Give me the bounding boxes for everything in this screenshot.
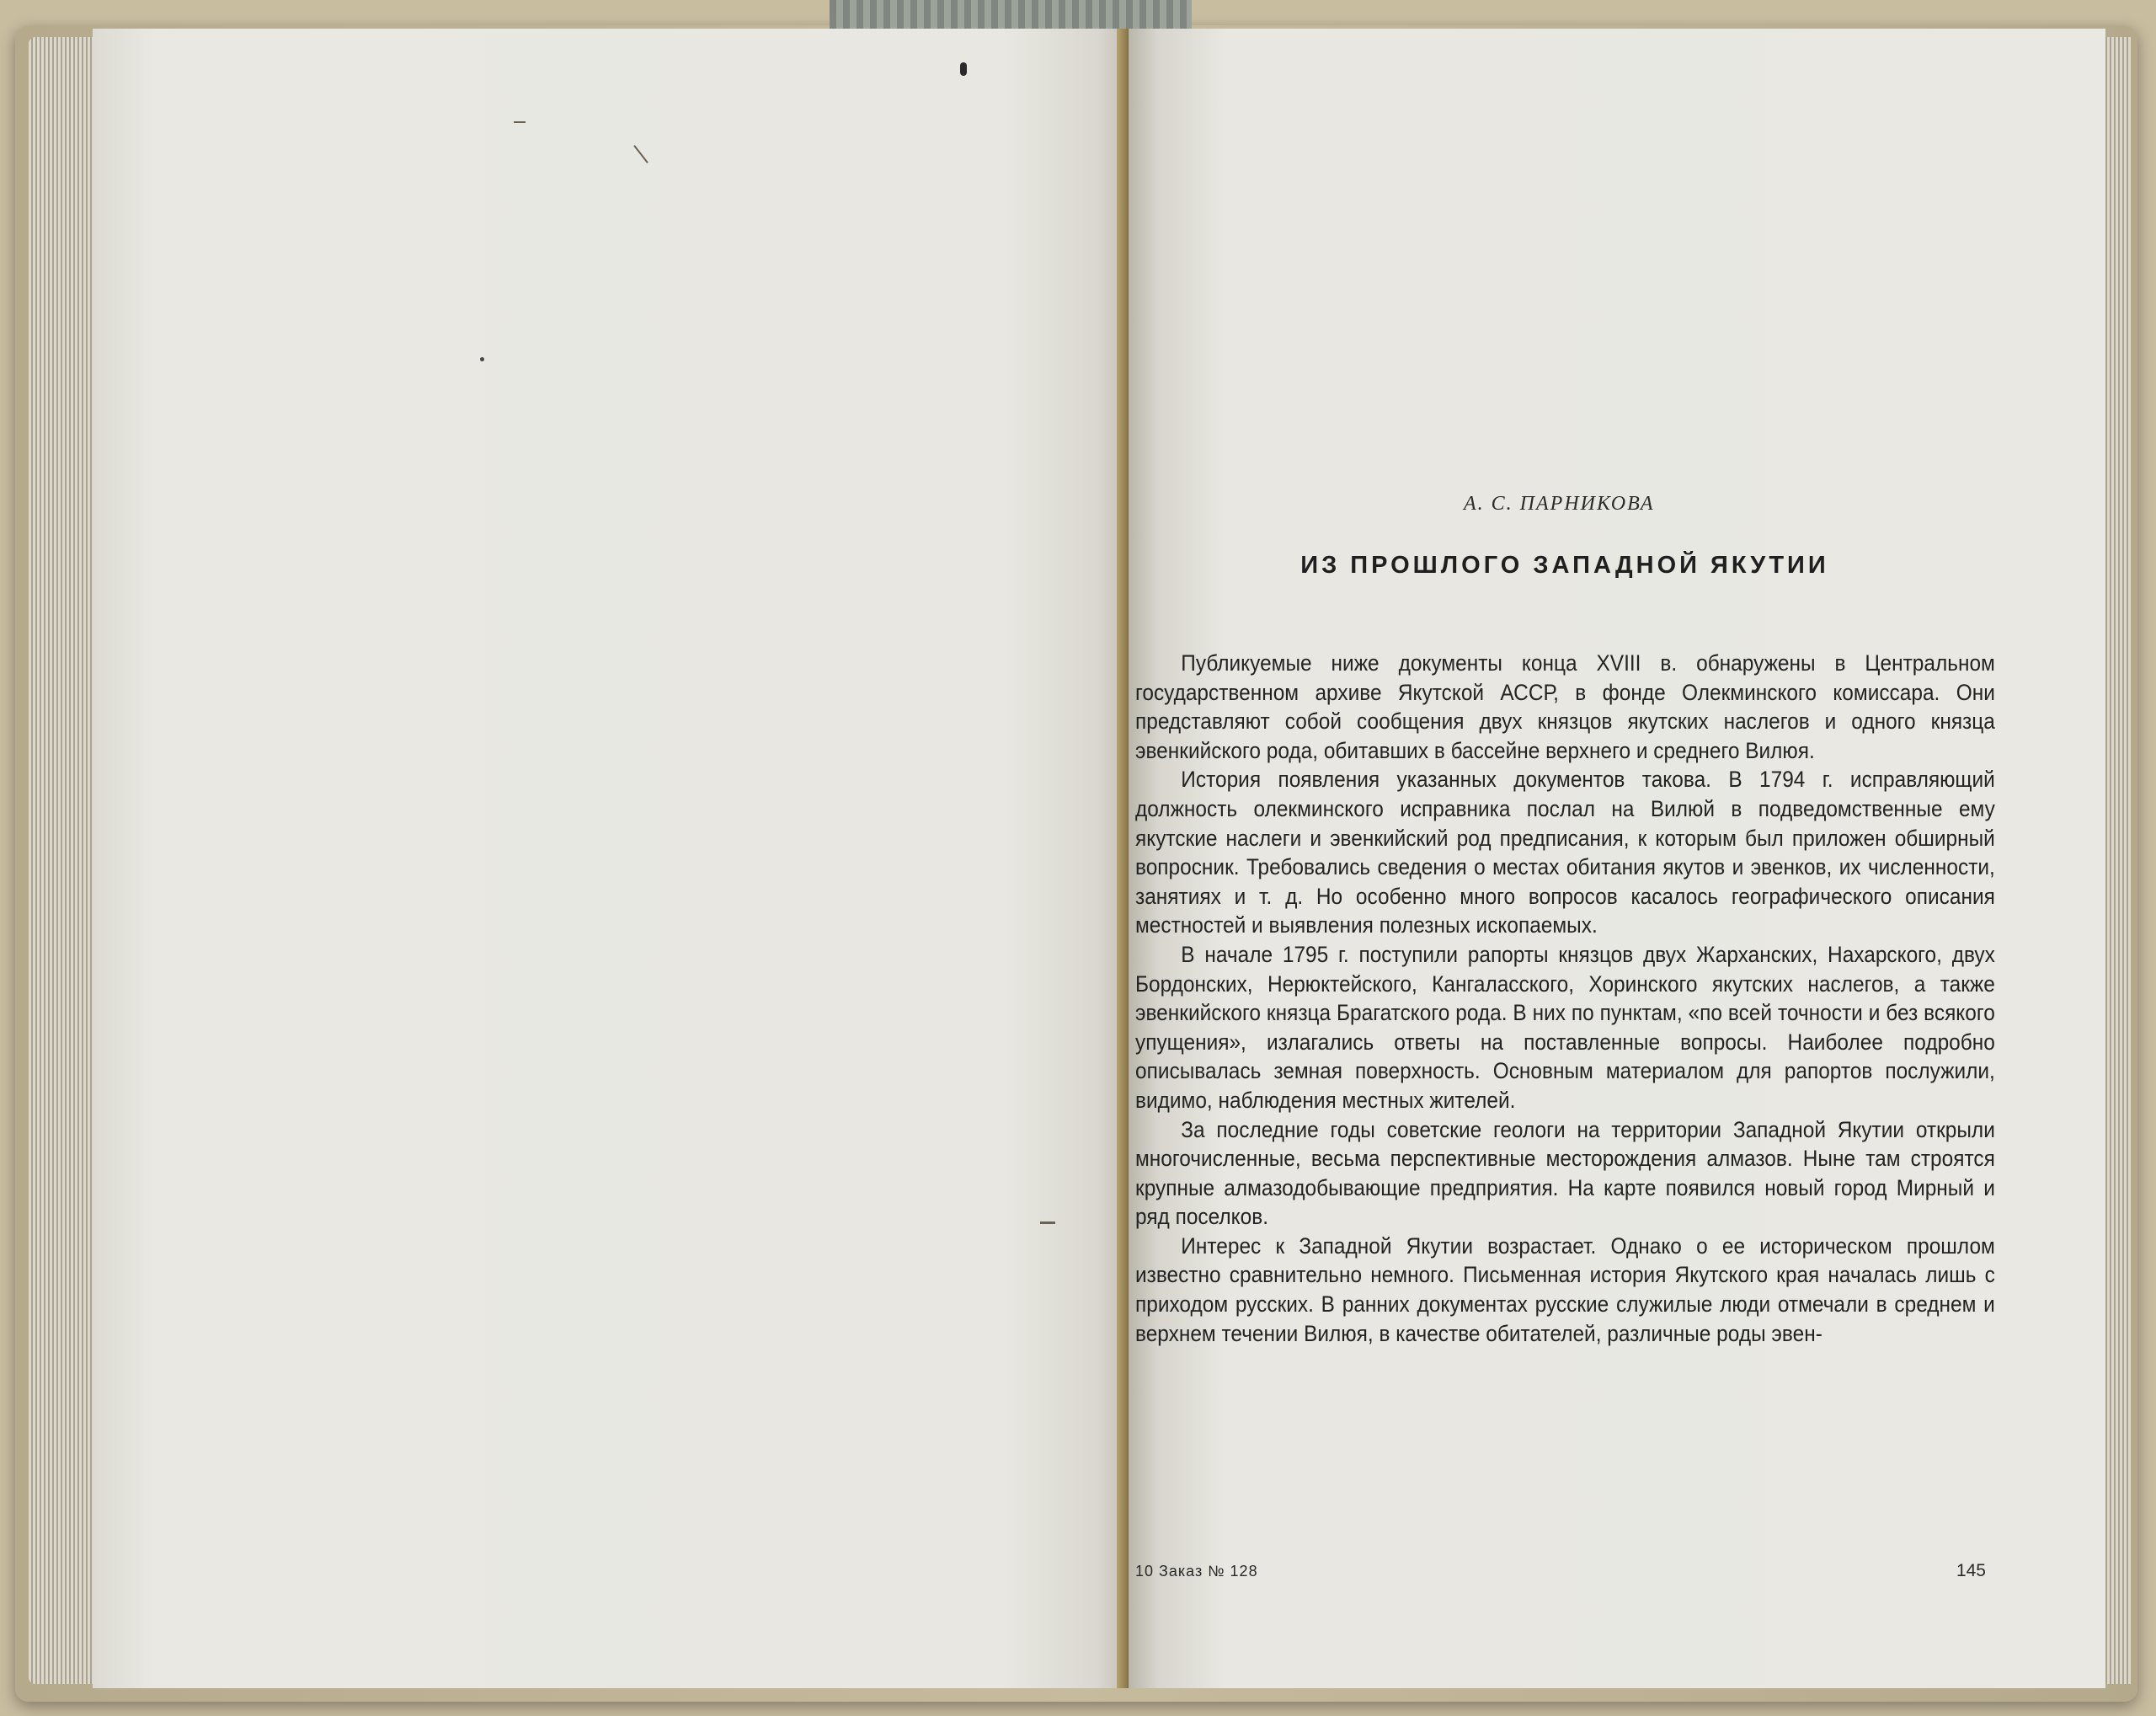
ink-speck [1040, 1222, 1055, 1224]
right-page-text [1135, 0, 1994, 1716]
paragraph: История появления указанных документов такова. В 1794 г. исправляющий должность олекминского исправника послал на Вилюй в подведомственные ему якутские наслеги и эвенкийский род предписания, к которым был приложен обширный вопросник. Требовались сведения о местах обитания якутов и эвенков, их численности, занятиях и т. д. Но особенно много вопросов касалось географического описания местностей и выявления полезных ископаемых. [1135, 767, 1995, 938]
printer-signature: 10 Заказ № 128 [1135, 1563, 1258, 1580]
bleed-through-text [312, 500, 1070, 540]
page-number: 145 [1956, 1561, 1986, 1580]
article-body [1135, 649, 1995, 1348]
article-title: ИЗ ПРОШЛОГО ЗАПАДНОЙ ЯКУТИИ [1300, 552, 1829, 579]
article-author: А. С. ПАРНИКОВА [1464, 493, 1655, 515]
left-page [93, 29, 1129, 1688]
ink-speck [480, 357, 484, 361]
paragraph: Публикуемые ниже документы конца XVIII в. обнаружены в Центральном государственном архиве Якутской АССР, в фонде Олекминского комиссара. Они представляют собой сообщения двух князцов якутских наслегов и одного князца эвенкийского рода, обитавших в бассейне верхнего и среднего Вилюя. [1135, 650, 1995, 763]
ink-speck [960, 62, 967, 76]
paragraph: За последние годы советские геологи на территории Западной Якутии открыли многочисленные, весьма перспективные месторождения алмазов. Ныне там строятся крупные алмазодобывающие предприятия. На карте появился новый город Мирный и ряд поселков. [1135, 1116, 1995, 1230]
paragraph: В начале 1795 г. поступили рапорты князцов двух Жарханских, Нахарского, двух Бордонских, Нерюктейского, Кангаласского, Хоринского якутских наслегов, а также эвенкийского князца Брагатского рода. В них по пунктам, «по всей точности и без всякого упущения», излагались ответы на поставленные вопросы. Наиболее подробно описывалась земная поверхность. Основным материалом для рапортов послужили, видимо, наблюдения местных жителей. [1135, 941, 1995, 1113]
paragraph: Интерес к Западной Якутии возрастает. Однако о ее историческом прошлом известно сравнительно немного. Письменная история Якутского края началась лишь с приходом русских. В ранних документах русские служилые люди отмечали в среднем и верхнем течении Вилюя, в качестве обитателей, различные роды эвен- [1135, 1232, 1995, 1346]
ink-speck [514, 121, 526, 123]
ink-speck [633, 145, 648, 163]
